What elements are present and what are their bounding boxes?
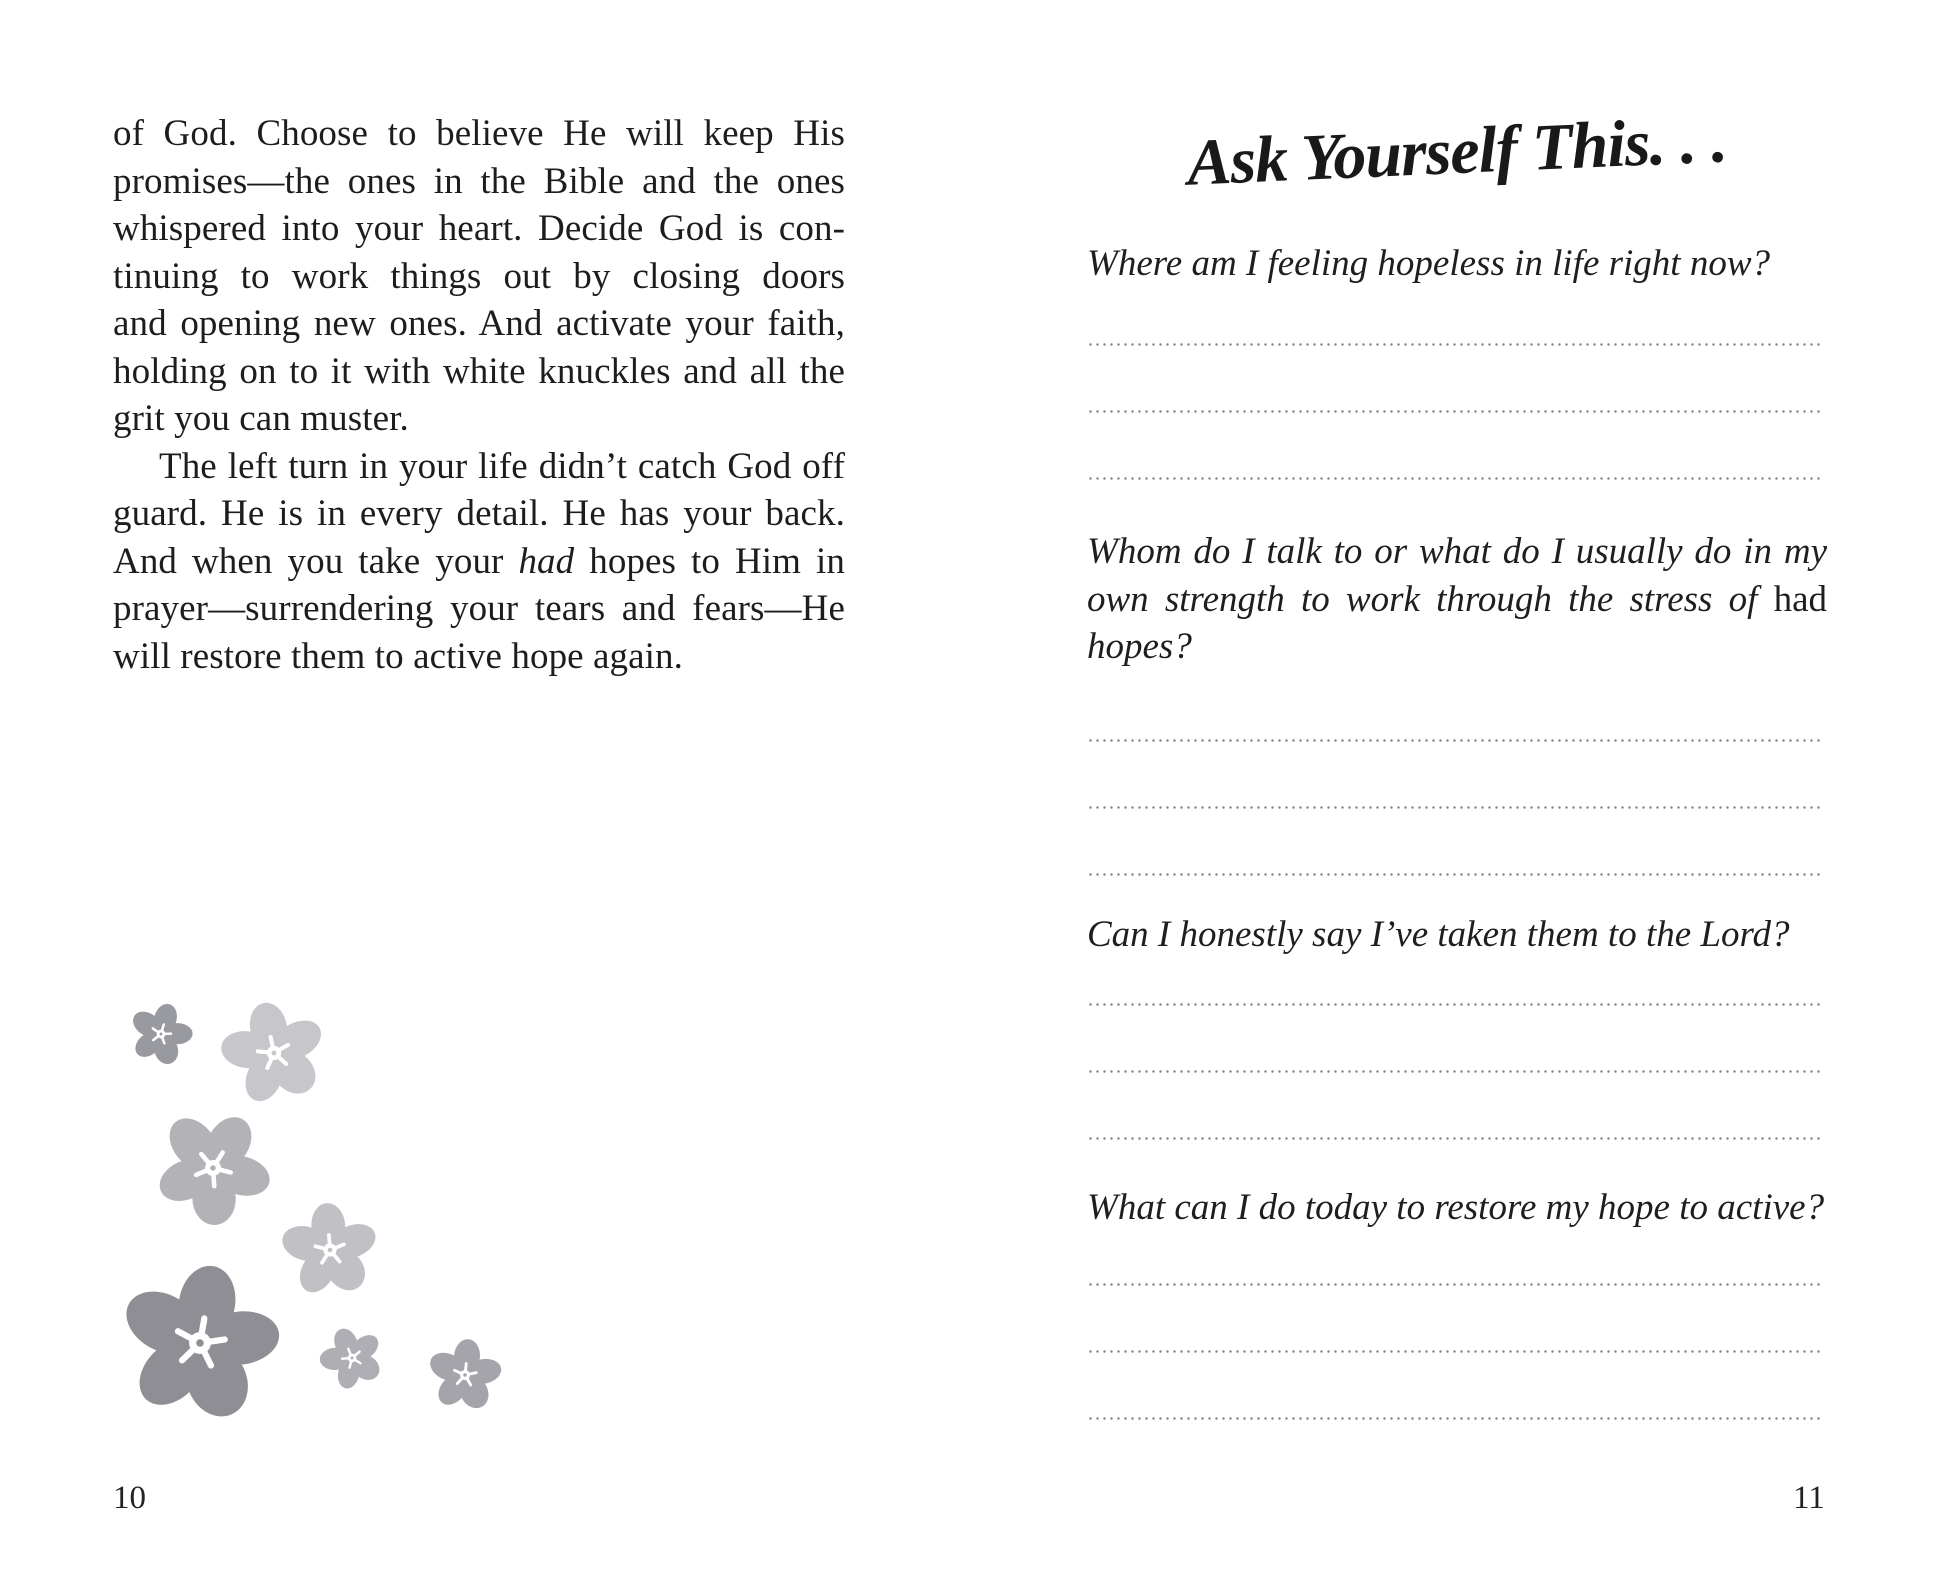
page-number-right: 11 [1793,1480,1825,1516]
text-line: And when you take your had hopes to Him in [113,540,845,582]
text-line: and opening new ones. And activate your faith, [113,303,845,344]
flower-icon [134,1089,291,1246]
text-line: whispered into your heart. Decide God is con- [113,208,845,249]
question-text [1087,1184,1827,1232]
text-line: What can I do today to restore my hope to active? [1087,1187,1825,1228]
text-line: own strength to work through the stress of had [1087,578,1827,620]
text-line: promises—the ones in the Bible and the ones [113,160,845,202]
text-line: of God. Choose to believe He will keep His [113,113,845,154]
text-line: Can I honestly say I’ve taken them to the Lord? [1087,914,1790,955]
page-number-left: 10 [113,1480,146,1516]
body-text [113,110,845,680]
answer-line [1089,1070,1823,1073]
text-line: hopes? [1087,626,1192,667]
answer-line [1089,410,1823,413]
answer-line [1089,1137,1823,1140]
right-page [973,0,1946,1581]
answer-line [1089,343,1823,346]
text-line: grit you can muster. [113,398,409,439]
text-line: The left turn in your life didn’t catch God off [159,445,845,487]
answer-line [1089,1283,1823,1286]
text-line: prayer—surrendering your tears and fears—He [113,588,845,629]
text-line: tinuing to work things out by closing doors [113,255,845,297]
flower-icon [425,1335,504,1414]
answer-line [1089,1003,1823,1006]
text-line: Where am I feeling hopeless in life right now? [1087,243,1771,284]
text-line: guard. He is in every detail. He has your back. [113,493,845,534]
flower-icon [123,996,200,1073]
answer-line [1089,739,1823,742]
text-line: will restore them to active hope again. [113,635,684,677]
text-line: Whom do I talk to or what do I usually do in my [1087,531,1827,572]
answer-line [1089,806,1823,809]
flower-icon [312,1318,393,1399]
question-text [1087,240,1827,288]
flower-icon [110,1253,291,1434]
text-line: holding on to it with white knuckles and all the [113,350,845,392]
answer-line [1089,873,1823,876]
page-title: Ask Yourself This. . . [1185,103,1729,200]
flower-icon [280,1200,380,1300]
question-text [1087,911,1827,959]
answer-line [1089,477,1823,480]
answer-line [1089,1350,1823,1353]
question-text [1087,528,1827,671]
answer-line [1089,1417,1823,1420]
flower-icon [214,993,335,1114]
